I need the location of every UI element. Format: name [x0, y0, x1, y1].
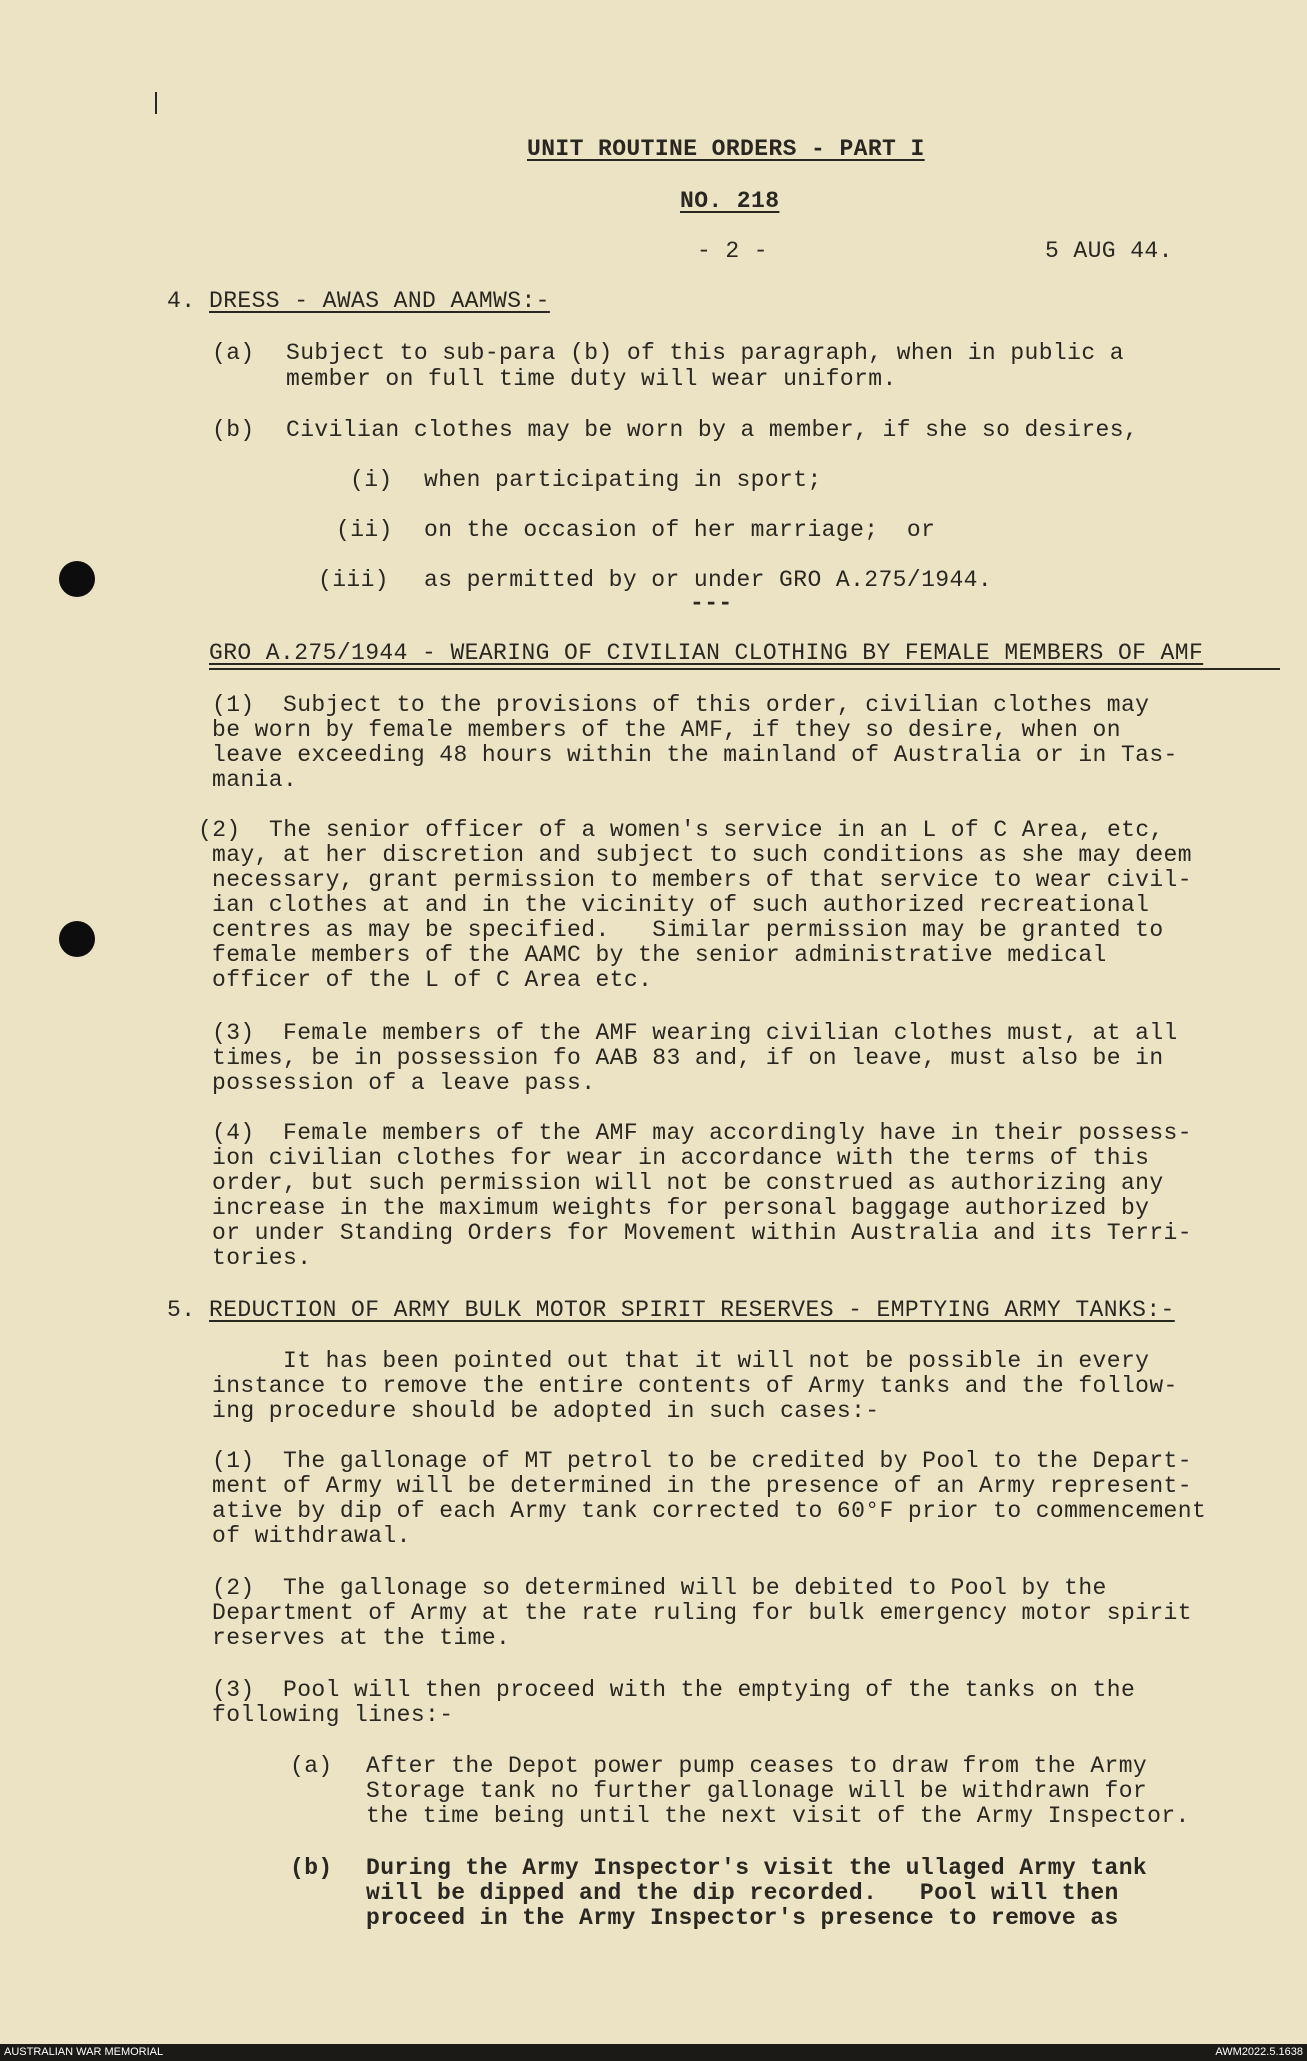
section-5-item-a-line: After the Depot power pump ceases to draw from the Army	[366, 1753, 1148, 1779]
section-5-item-b-line: proceed in the Army Inspector's presence to remove as	[366, 1905, 1119, 1931]
gro-para-4-line: ion civilian clothes for wear in accordance with the terms of this	[212, 1145, 1150, 1171]
section-5-item-a-line: the time being until the next visit of the Army Inspector.	[366, 1803, 1190, 1829]
section-5-para-2-line: Department of Army at the rate ruling for bulk emergency motor spirit	[212, 1600, 1192, 1626]
heading-rule	[209, 668, 1280, 670]
section-5-item-a-label: (a)	[290, 1753, 333, 1779]
section-5-para-3-line: following lines:-	[212, 1702, 454, 1728]
section-5-item-a-line: Storage tank no further gallonage will be withdrawn for	[366, 1778, 1148, 1804]
order-number: NO. 218	[680, 188, 780, 214]
gro-heading: GRO A.275/1944 - WEARING OF CIVILIAN CLOTHING BY FEMALE MEMBERS OF AMF	[209, 640, 1204, 666]
archive-footer	[0, 2044, 1307, 2061]
section-5-heading: REDUCTION OF ARMY BULK MOTOR SPIRIT RESERVES - EMPTYING ARMY TANKS:-	[209, 1297, 1175, 1323]
gro-para-2-line: may, at her discretion and subject to such conditions as she may deem	[212, 842, 1192, 868]
footer-left-text: AUSTRALIAN WAR MEMORIAL	[4, 2046, 164, 2058]
section-5-item-b-line: During the Army Inspector's visit the ullaged Army tank	[366, 1855, 1148, 1881]
sub-para-b-line: Civilian clothes may be worn by a member, if she so desires,	[286, 417, 1139, 443]
gro-para-4-line: tories.	[212, 1245, 312, 1271]
section-5-item-b-label: (b)	[290, 1855, 333, 1881]
gro-para-1-line: be worn by female members of the AMF, if they so desire, when on	[212, 717, 1121, 743]
section-5-intro-line: instance to remove the entire contents of Army tanks and the follow-	[212, 1373, 1178, 1399]
gro-para-2-line: officer of the L of C Area etc.	[212, 967, 653, 993]
separator: ---	[690, 590, 733, 616]
section-5-item-b-line: will be dipped and the dip recorded. Pool will then	[366, 1880, 1119, 1906]
gro-para-4-line: increase in the maximum weights for personal baggage authorized by	[212, 1195, 1150, 1221]
item-iii-text: as permitted by or under GRO A.275/1944.	[424, 567, 993, 593]
gro-para-3-line: (3) Female members of the AMF wearing civilian clothes must, at all	[212, 1020, 1178, 1046]
section-4-number: 4.	[167, 288, 196, 314]
gro-para-1-line: leave exceeding 48 hours within the mainland of Australia or in Tas-	[212, 742, 1178, 768]
gro-para-2-line: female members of the AAMC by the senior administrative medical	[212, 942, 1107, 968]
section-5-para-1-line: ative by dip of each Army tank corrected to 60°F prior to commencement	[212, 1498, 1207, 1524]
ink-mark	[155, 92, 157, 114]
sub-para-a-label: (a)	[212, 340, 255, 366]
item-ii-text: on the occasion of her marriage; or	[424, 517, 936, 543]
section-5-para-2-line: (2) The gallonage so determined will be debited to Pool by the	[212, 1575, 1107, 1601]
punch-hole-bottom	[59, 921, 95, 957]
item-ii-label: (ii)	[336, 517, 393, 543]
gro-para-3-line: times, be in possession fo AAB 83 and, if on leave, must also be in	[212, 1045, 1164, 1071]
gro-para-3-line: possession of a leave pass.	[212, 1070, 596, 1096]
section-5-para-3-line: (3) Pool will then proceed with the emptying of the tanks on the	[212, 1677, 1136, 1703]
section-5-para-1-line: of withdrawal.	[212, 1523, 411, 1549]
section-5-para-1-line: (1) The gallonage of MT petrol to be credited by Pool to the Depart-	[212, 1448, 1192, 1474]
item-iii-label: (iii)	[318, 567, 390, 593]
gro-para-2-line: (2) The senior officer of a women's service in an L of C Area, etc,	[198, 817, 1164, 843]
section-5-intro-line: ing procedure should be adopted in such cases:-	[212, 1398, 880, 1424]
gro-para-1-line: (1) Subject to the provisions of this order, civilian clothes may	[212, 692, 1150, 718]
page-title: UNIT ROUTINE ORDERS - PART I	[527, 136, 925, 162]
section-5-para-1-line: ment of Army will be determined in the presence of an Army represent-	[212, 1473, 1192, 1499]
gro-para-2-line: necessary, grant permission to members of that service to wear civil-	[212, 867, 1192, 893]
section-5-intro-line: It has been pointed out that it will not be possible in every	[212, 1348, 1150, 1374]
footer-right-text: AWM2022.5.1638	[1215, 2046, 1303, 2058]
gro-para-4-line: or under Standing Orders for Movement within Australia and its Terri-	[212, 1220, 1192, 1246]
gro-para-2-line: centres as may be specified. Similar permission may be granted to	[212, 917, 1164, 943]
order-date: 5 AUG 44.	[1045, 238, 1173, 264]
sub-para-a-line: member on full time duty will wear uniform.	[286, 366, 897, 392]
sub-para-b-label: (b)	[212, 417, 255, 443]
page-number: - 2 -	[697, 238, 769, 264]
punch-hole-top	[59, 561, 95, 597]
item-i-text: when participating in sport;	[424, 467, 822, 493]
section-5-number: 5.	[167, 1297, 196, 1323]
gro-para-4-line: (4) Female members of the AMF may accordingly have in their possess-	[212, 1120, 1192, 1146]
section-5-para-2-line: reserves at the time.	[212, 1625, 511, 1651]
item-i-label: (i)	[350, 467, 393, 493]
gro-para-4-line: order, but such permission will not be construed as authorizing any	[212, 1170, 1164, 1196]
gro-para-1-line: mania.	[212, 767, 298, 793]
section-4-heading: DRESS - AWAS AND AAMWS:-	[209, 288, 550, 314]
gro-para-2-line: ian clothes at and in the vicinity of such authorized recreational	[212, 892, 1150, 918]
sub-para-a-line: Subject to sub-para (b) of this paragraph, when in public a	[286, 340, 1124, 366]
